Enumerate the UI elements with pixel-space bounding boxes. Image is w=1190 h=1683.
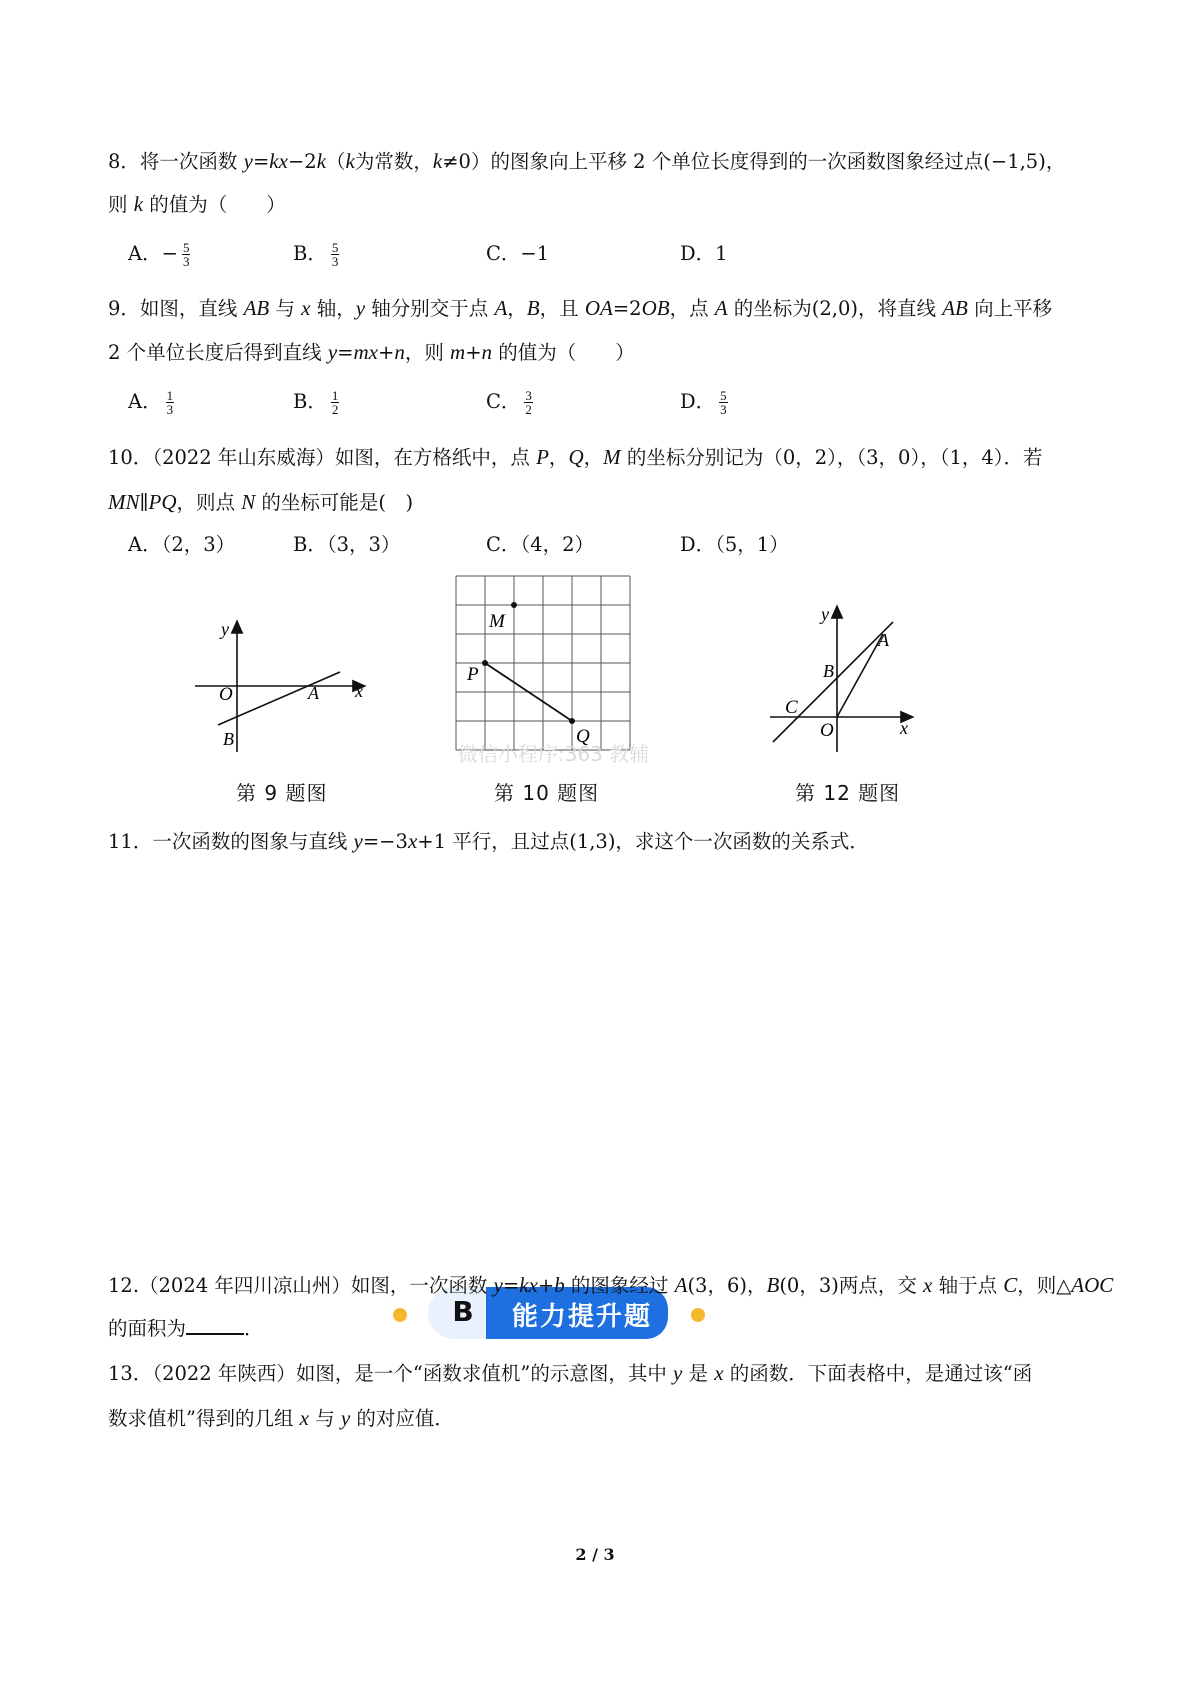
- text-run: ，则△: [1017, 1274, 1072, 1297]
- fig12-label-c: C: [785, 697, 798, 718]
- text-run: 8．将一次函数: [108, 150, 244, 173]
- figure-12: [765, 600, 925, 758]
- option-c: [486, 238, 549, 266]
- option-label: A．: [128, 390, 162, 413]
- text-run: +: [465, 341, 482, 364]
- math-var: B: [526, 296, 540, 320]
- text-run: 的坐标为(2,0)，将直线: [727, 297, 943, 320]
- text-run: =2: [612, 297, 642, 320]
- fraction-numerator: 1: [331, 388, 339, 403]
- math-var: n: [481, 340, 493, 364]
- text-run: ，则点: [176, 491, 242, 514]
- text-run: （: [326, 150, 346, 173]
- math-var: OA: [584, 296, 613, 320]
- math-var: k: [432, 149, 443, 173]
- math-var: y: [243, 149, 253, 173]
- math-var: MN: [108, 490, 140, 514]
- option-sign: −: [161, 242, 178, 265]
- option-c: [486, 386, 533, 416]
- math-var: AB: [243, 296, 270, 320]
- fraction-denominator: 2: [525, 402, 532, 417]
- q12-line-2-prefix: 的面积为: [108, 1317, 187, 1340]
- math-var: M: [603, 445, 621, 469]
- fig9-label-x: x: [355, 681, 363, 701]
- text-run: ∥: [139, 491, 149, 514]
- math-var: x: [923, 1273, 933, 1297]
- math-var: k: [133, 192, 144, 216]
- option-value: （5，1）: [715, 533, 789, 556]
- math-var: AOC: [1071, 1273, 1114, 1297]
- text-run: +: [377, 341, 395, 364]
- fig12-label-b: B: [823, 661, 834, 681]
- option-c: [486, 529, 594, 557]
- page-number: 2 / 3: [575, 1545, 615, 1564]
- q10-line-2: [108, 487, 413, 515]
- text-run: 数求值机”得到的几组: [108, 1407, 300, 1430]
- fig12-caption: 第 12 题图: [795, 781, 901, 805]
- option-b: [293, 238, 339, 268]
- text-run: (0，3)两点，交: [779, 1274, 924, 1297]
- fig10-label-m: M: [489, 611, 505, 632]
- option-label: C．: [486, 390, 521, 413]
- fig9-label-a: A: [308, 683, 319, 703]
- math-var: AB: [942, 296, 968, 320]
- text-run: 与: [309, 1407, 341, 1430]
- option-b: [293, 386, 339, 416]
- fraction-numerator: 5: [720, 388, 727, 403]
- math-var: OB: [641, 296, 670, 320]
- math-var: PQ: [148, 490, 177, 514]
- option-label: D．: [680, 242, 716, 265]
- figure-9: [190, 615, 380, 755]
- text-run: ，则: [404, 341, 451, 364]
- option-label: B．: [293, 242, 327, 265]
- math-var: y: [353, 829, 363, 853]
- text-run: 与: [269, 297, 302, 320]
- text-run: 轴分别交于点: [365, 297, 495, 320]
- text-run: ，: [548, 446, 569, 469]
- fraction-denominator: 3: [720, 402, 727, 417]
- fraction-denominator: 3: [166, 402, 174, 417]
- text-run: 的图象经过: [564, 1274, 675, 1297]
- text-run: 2 个单位长度后得到直线: [108, 341, 328, 364]
- fraction: [182, 241, 191, 268]
- option-d: [680, 529, 789, 557]
- fig10-label-q: Q: [576, 726, 590, 747]
- math-var: y: [355, 296, 366, 320]
- text-run: +: [537, 1274, 555, 1297]
- fig9-caption: 第 9 题图: [236, 781, 328, 805]
- q8-line-2: [108, 189, 286, 217]
- option-value: −1: [520, 242, 550, 265]
- q11-line-1: [108, 826, 869, 854]
- math-var: B: [766, 1273, 780, 1297]
- option-b: [293, 529, 400, 557]
- option-d: [680, 238, 728, 266]
- fig10-label-p: P: [467, 664, 479, 685]
- fig12-label-a: A: [878, 630, 889, 650]
- text-run: 10．（2022 年山东威海）如图，在方格纸中，点: [108, 446, 537, 469]
- fraction: [166, 389, 175, 416]
- option-label: D．: [680, 533, 716, 556]
- text-run: 轴，: [310, 297, 356, 320]
- math-var: x: [407, 829, 418, 853]
- math-var: A: [494, 296, 508, 320]
- q12-line-2: [108, 1313, 264, 1341]
- q9-line-1: [108, 293, 1052, 321]
- option-value: （2，3）: [161, 533, 236, 556]
- banner-letter: B: [452, 1295, 474, 1328]
- fraction: [331, 389, 340, 416]
- math-var: x: [301, 296, 311, 320]
- math-var: k: [316, 149, 327, 173]
- text-run: ≠0）的图象向上平移 2 个单位长度得到的一次函数图象经过点(−1,5)，: [442, 150, 1066, 173]
- math-var: A: [714, 296, 728, 320]
- math-var: P: [536, 445, 549, 469]
- q8-line-1: [108, 146, 1065, 174]
- text-run: +1 平行，且过点(1,3)，求这个一次函数的关系式．: [417, 830, 869, 853]
- option-label: C．: [486, 533, 521, 556]
- math-var: y: [673, 1361, 683, 1385]
- text-run: =: [252, 150, 270, 173]
- text-run: =: [502, 1274, 520, 1297]
- q12-line-1: [108, 1270, 1113, 1298]
- fig9-label-b: B: [223, 729, 234, 749]
- math-var: m: [450, 340, 466, 364]
- text-run: 为常数，: [354, 150, 433, 173]
- math-var: y: [327, 340, 338, 364]
- option-label: B．: [293, 533, 327, 556]
- text-run: 的值为（ ）: [492, 341, 635, 364]
- fig12-label-x: x: [900, 718, 908, 738]
- q13-line-1: [108, 1358, 1032, 1386]
- option-label: C．: [486, 242, 521, 265]
- fraction-numerator: 5: [182, 240, 190, 255]
- fraction-denominator: 3: [182, 254, 190, 269]
- fraction: [331, 241, 340, 268]
- math-var: k: [345, 149, 355, 173]
- text-run: 的坐标可能是( ): [255, 491, 414, 514]
- text-run: 的值为（ ）: [143, 193, 286, 216]
- fig9-label-o: O: [219, 684, 233, 705]
- fig10-caption: 第 10 题图: [494, 781, 600, 805]
- option-a: [128, 238, 190, 268]
- option-label: D．: [680, 390, 716, 413]
- math-var: b: [554, 1273, 565, 1297]
- fraction-numerator: 5: [331, 240, 339, 255]
- text-run: 的坐标分别记为（0，2），（3，0），（1，4）．若: [620, 446, 1043, 469]
- fig9-label-y: y: [221, 619, 229, 639]
- q12-line-2-suffix: ．: [244, 1317, 264, 1340]
- q13-line-2: [108, 1403, 454, 1431]
- option-value: 1: [715, 242, 728, 265]
- text-run: 的对应值．: [350, 1407, 454, 1430]
- fraction: [719, 389, 728, 416]
- math-var: x: [714, 1361, 724, 1385]
- fraction: [524, 389, 533, 416]
- option-label: A．: [128, 242, 162, 265]
- text-run: 向上平移: [967, 297, 1053, 320]
- text-run: ，: [583, 446, 604, 469]
- text-run: −2: [287, 150, 317, 173]
- math-var: y: [493, 1273, 503, 1297]
- option-label: B．: [293, 390, 327, 413]
- fig12-label-o: O: [820, 720, 834, 741]
- text-run: 则: [108, 193, 134, 216]
- figure-10-labels: [452, 572, 637, 757]
- math-var: mx: [353, 340, 378, 364]
- option-value: （4，2）: [520, 533, 594, 556]
- fraction-denominator: 3: [331, 254, 339, 269]
- text-run: ，点: [669, 297, 715, 320]
- text-run: 13．（2022 年陕西）如图，是一个“函数求值机”的示意图，其中: [108, 1362, 674, 1385]
- text-run: ，且: [539, 297, 585, 320]
- option-a: [128, 529, 235, 557]
- text-run: 的函数．下面表格中，是通过该“函: [723, 1362, 1033, 1385]
- math-var: x: [299, 1406, 309, 1430]
- math-var: y: [340, 1406, 351, 1430]
- text-run: 11．一次函数的图象与直线: [108, 830, 354, 853]
- fraction-denominator: 2: [331, 402, 339, 417]
- math-var: kx: [519, 1273, 538, 1297]
- text-run: 轴于点: [932, 1274, 1004, 1297]
- option-a: [128, 386, 174, 416]
- option-value: （3，3）: [326, 533, 401, 556]
- math-var: Q: [568, 445, 584, 469]
- math-var: C: [1003, 1273, 1018, 1297]
- text-run: (3，6)，: [687, 1274, 767, 1297]
- fraction-numerator: 3: [525, 388, 532, 403]
- fraction-numerator: 1: [166, 388, 174, 403]
- math-var: kx: [269, 149, 288, 173]
- option-d: [680, 386, 728, 416]
- math-var: N: [241, 490, 256, 514]
- q10-line-1: [108, 442, 1043, 470]
- banner-title: 能力提升题: [511, 1302, 652, 1332]
- answer-blank[interactable]: [186, 1317, 244, 1335]
- text-run: 9．如图，直线: [108, 297, 244, 320]
- fig12-label-y: y: [821, 604, 829, 624]
- watermark: 微信小程序:363 教辅: [458, 742, 650, 766]
- math-var: A: [674, 1273, 688, 1297]
- text-run: 12.（2024 年四川凉山州）如图，一次函数: [108, 1274, 494, 1297]
- math-var: n: [394, 340, 405, 364]
- q9-line-2: [108, 337, 635, 365]
- text-run: =−3: [362, 830, 408, 853]
- option-label: A．: [128, 533, 162, 556]
- text-run: =: [337, 341, 354, 364]
- text-run: ，: [507, 297, 527, 320]
- text-run: 是: [682, 1362, 715, 1385]
